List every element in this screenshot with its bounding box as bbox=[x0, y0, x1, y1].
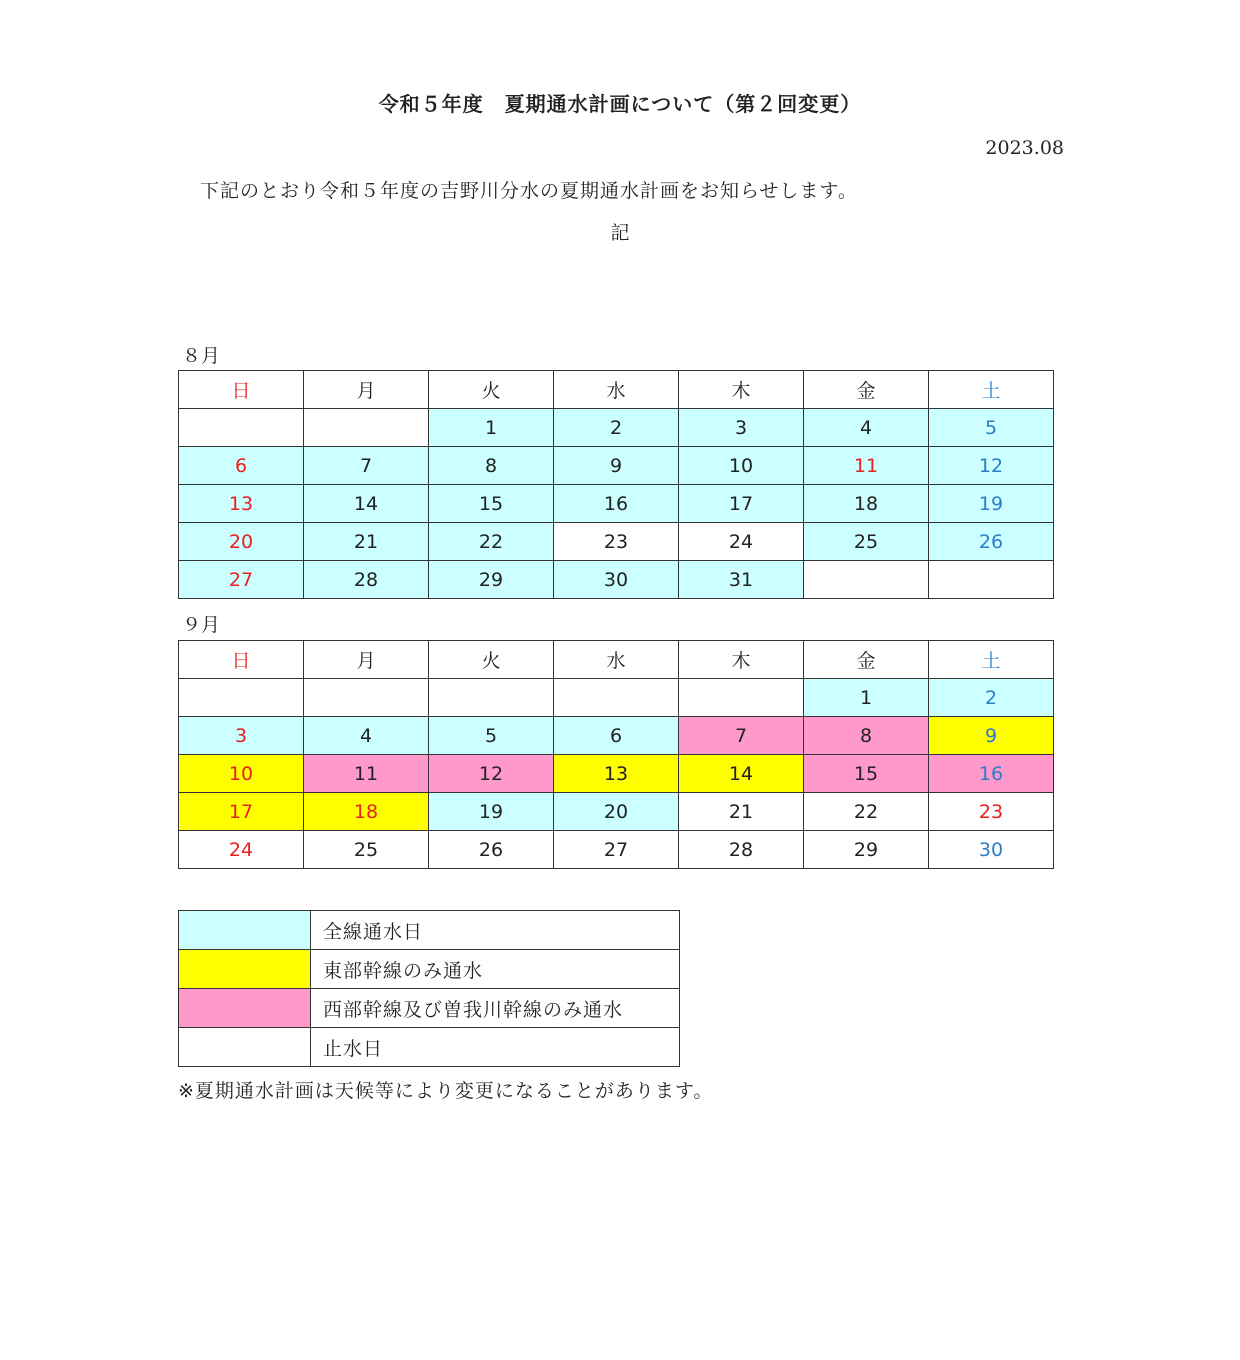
legend-swatch bbox=[179, 1028, 311, 1067]
day-cell: 19 bbox=[429, 793, 554, 831]
month-label-september: ９月 bbox=[182, 614, 221, 636]
weekday-header: 日 bbox=[179, 641, 304, 679]
day-cell: 1 bbox=[429, 409, 554, 447]
day-cell: 12 bbox=[429, 755, 554, 793]
day-cell: 12 bbox=[929, 447, 1054, 485]
weekday-header: 月 bbox=[304, 641, 429, 679]
day-cell: 20 bbox=[179, 523, 304, 561]
empty-day-cell bbox=[429, 679, 554, 717]
weekday-header: 木 bbox=[679, 641, 804, 679]
day-cell: 26 bbox=[429, 831, 554, 869]
day-cell: 13 bbox=[554, 755, 679, 793]
empty-day-cell bbox=[804, 561, 929, 599]
day-cell: 23 bbox=[929, 793, 1054, 831]
day-cell: 9 bbox=[554, 447, 679, 485]
day-cell: 17 bbox=[679, 485, 804, 523]
day-cell: 9 bbox=[929, 717, 1054, 755]
weekday-header: 金 bbox=[804, 641, 929, 679]
empty-day-cell bbox=[679, 679, 804, 717]
day-cell: 27 bbox=[554, 831, 679, 869]
day-cell: 21 bbox=[304, 523, 429, 561]
legend-swatch bbox=[179, 950, 311, 989]
day-cell: 21 bbox=[679, 793, 804, 831]
day-cell: 1 bbox=[804, 679, 929, 717]
day-cell: 14 bbox=[679, 755, 804, 793]
weekday-header: 水 bbox=[554, 641, 679, 679]
day-cell: 10 bbox=[679, 447, 804, 485]
day-cell: 3 bbox=[679, 409, 804, 447]
day-cell: 4 bbox=[304, 717, 429, 755]
day-cell: 18 bbox=[804, 485, 929, 523]
day-cell: 11 bbox=[804, 447, 929, 485]
day-cell: 16 bbox=[929, 755, 1054, 793]
weekday-header: 土 bbox=[929, 371, 1054, 409]
day-cell: 29 bbox=[429, 561, 554, 599]
week-row bbox=[179, 447, 1054, 485]
day-cell: 30 bbox=[929, 831, 1054, 869]
day-cell: 7 bbox=[304, 447, 429, 485]
day-cell: 7 bbox=[679, 717, 804, 755]
day-cell: 6 bbox=[554, 717, 679, 755]
day-cell: 17 bbox=[179, 793, 304, 831]
week-row bbox=[179, 409, 1054, 447]
day-cell: 4 bbox=[804, 409, 929, 447]
day-cell: 29 bbox=[804, 831, 929, 869]
day-cell: 10 bbox=[179, 755, 304, 793]
weekday-header: 水 bbox=[554, 371, 679, 409]
week-row bbox=[179, 523, 1054, 561]
intro-text: 下記のとおり令和５年度の吉野川分水の夏期通水計画をお知らせします。 bbox=[200, 180, 858, 202]
day-cell: 16 bbox=[554, 485, 679, 523]
month-label-august: ８月 bbox=[182, 345, 221, 367]
week-row bbox=[179, 485, 1054, 523]
ki-heading: 記 bbox=[610, 222, 630, 244]
weekday-header: 月 bbox=[304, 371, 429, 409]
day-cell: 2 bbox=[929, 679, 1054, 717]
day-cell: 24 bbox=[679, 523, 804, 561]
empty-day-cell bbox=[554, 679, 679, 717]
weekday-header: 土 bbox=[929, 641, 1054, 679]
day-cell: 24 bbox=[179, 831, 304, 869]
weekday-header: 木 bbox=[679, 371, 804, 409]
legend-label: 止水日 bbox=[311, 1028, 680, 1067]
day-cell: 22 bbox=[429, 523, 554, 561]
week-row bbox=[179, 717, 1054, 755]
legend-row bbox=[179, 1028, 680, 1067]
legend-swatch bbox=[179, 989, 311, 1028]
footnote: ※夏期通水計画は天候等により変更になることがあります。 bbox=[178, 1080, 714, 1102]
day-cell: 22 bbox=[804, 793, 929, 831]
day-cell: 28 bbox=[679, 831, 804, 869]
weekday-header: 火 bbox=[429, 371, 554, 409]
weekday-header-row bbox=[179, 371, 1054, 409]
day-cell: 28 bbox=[304, 561, 429, 599]
week-row bbox=[179, 679, 1054, 717]
legend-label: 西部幹線及び曽我川幹線のみ通水 bbox=[311, 989, 680, 1028]
weekday-header: 火 bbox=[429, 641, 554, 679]
day-cell: 31 bbox=[679, 561, 804, 599]
day-cell: 15 bbox=[429, 485, 554, 523]
day-cell: 3 bbox=[179, 717, 304, 755]
empty-day-cell bbox=[304, 679, 429, 717]
day-cell: 18 bbox=[304, 793, 429, 831]
week-row bbox=[179, 831, 1054, 869]
day-cell: 26 bbox=[929, 523, 1054, 561]
day-cell: 19 bbox=[929, 485, 1054, 523]
legend-label: 東部幹線のみ通水 bbox=[311, 950, 680, 989]
week-row bbox=[179, 793, 1054, 831]
week-row bbox=[179, 561, 1054, 599]
day-cell: 23 bbox=[554, 523, 679, 561]
legend-label: 全線通水日 bbox=[311, 911, 680, 950]
day-cell: 8 bbox=[429, 447, 554, 485]
week-row bbox=[179, 755, 1054, 793]
day-cell: 15 bbox=[804, 755, 929, 793]
day-cell: 8 bbox=[804, 717, 929, 755]
day-cell: 5 bbox=[929, 409, 1054, 447]
day-cell: 5 bbox=[429, 717, 554, 755]
empty-day-cell bbox=[179, 679, 304, 717]
empty-day-cell bbox=[304, 409, 429, 447]
empty-day-cell bbox=[929, 561, 1054, 599]
calendar-september bbox=[178, 640, 1054, 869]
day-cell: 11 bbox=[304, 755, 429, 793]
day-cell: 30 bbox=[554, 561, 679, 599]
weekday-header: 日 bbox=[179, 371, 304, 409]
day-cell: 2 bbox=[554, 409, 679, 447]
document-date: 2023.08 bbox=[985, 137, 1064, 159]
day-cell: 25 bbox=[804, 523, 929, 561]
day-cell: 13 bbox=[179, 485, 304, 523]
day-cell: 20 bbox=[554, 793, 679, 831]
calendar-august bbox=[178, 370, 1054, 599]
day-cell: 25 bbox=[304, 831, 429, 869]
legend-table bbox=[178, 910, 680, 1067]
page-title: 令和５年度 夏期通水計画について（第２回変更） bbox=[378, 92, 862, 116]
legend-row bbox=[179, 989, 680, 1028]
day-cell: 14 bbox=[304, 485, 429, 523]
legend-row bbox=[179, 950, 680, 989]
day-cell: 6 bbox=[179, 447, 304, 485]
weekday-header: 金 bbox=[804, 371, 929, 409]
day-cell: 27 bbox=[179, 561, 304, 599]
weekday-header-row bbox=[179, 641, 1054, 679]
legend-swatch bbox=[179, 911, 311, 950]
legend-row bbox=[179, 911, 680, 950]
empty-day-cell bbox=[179, 409, 304, 447]
